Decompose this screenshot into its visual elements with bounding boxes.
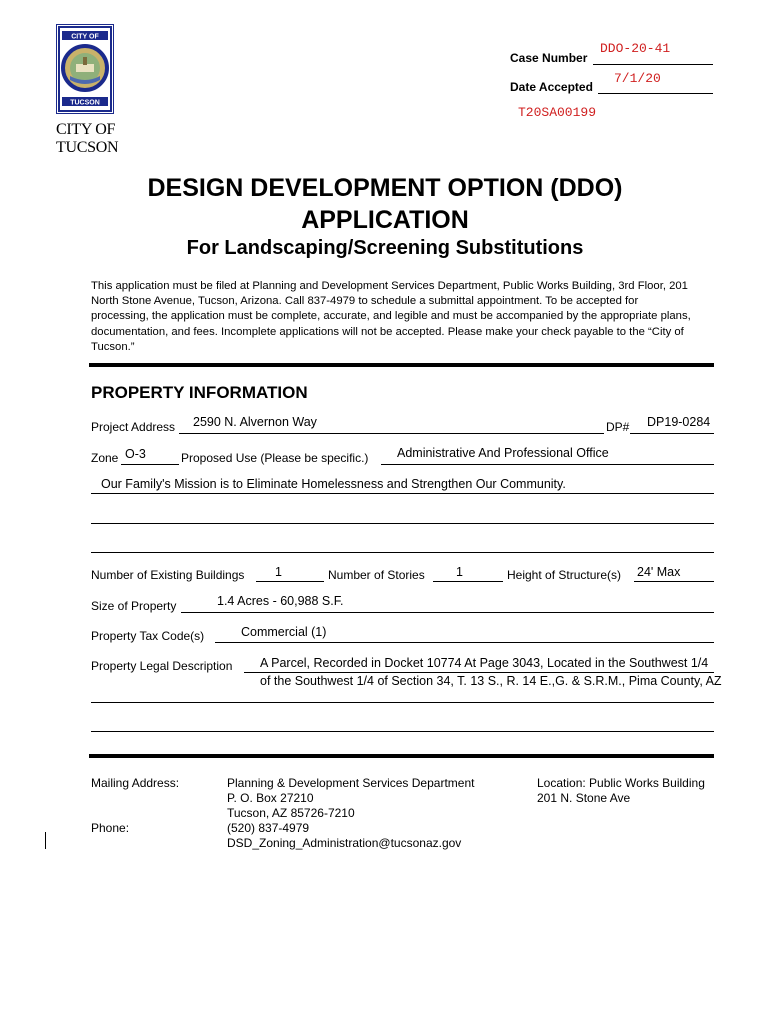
legal-description-label: Property Legal Description <box>91 659 233 673</box>
phone-label: Phone: <box>91 821 130 835</box>
legal-description-line <box>244 672 714 673</box>
case-number-label: Case Number <box>510 51 588 65</box>
size-label: Size of Property <box>91 599 177 613</box>
tax-code-line <box>215 642 714 643</box>
proposed-use-line <box>381 464 714 465</box>
date-accepted-line <box>598 93 713 94</box>
existing-buildings-line <box>256 581 324 582</box>
city-zip: Tucson, AZ 85726-7210 <box>227 806 355 820</box>
intro-paragraph: This application must be filed at Planning and Development Services Department, Public Works Building, 3rd Floor, 201 North Stone Avenue, Tucson, Arizona. Call 837-4979 to schedule a submittal appointment. To be accepted for processing, the application must be complete, accurate, and legible and must be accompanied by the appropriate plans, documentation, and fees. Incomplete applications will not be accepted. Please make your check payable to the “City of Tucson.” <box>91 280 691 353</box>
location-street: 201 N. Stone Ave <box>537 791 631 805</box>
proposed-use-label: Proposed Use (Please be specific.) <box>181 451 369 465</box>
form-subtitle: For Landscaping/Screening Substitutions <box>186 237 584 259</box>
stories-label: Number of Stories <box>328 568 425 582</box>
city-name-line2: TUCSON <box>56 139 119 156</box>
section-heading: PROPERTY INFORMATION <box>91 383 308 402</box>
size-line <box>181 612 714 613</box>
phone-number: (520) 837-4979 <box>227 821 310 835</box>
location-block <box>537 776 705 806</box>
dp-label: DP# <box>606 420 630 434</box>
project-address-label: Project Address <box>91 420 176 434</box>
city-name <box>56 121 118 157</box>
mailing-address-label: Mailing Address: <box>91 776 180 790</box>
form-title-line1: DESIGN DEVELOPMENT OPTION (DDO) <box>147 174 623 202</box>
form-title-line2: APPLICATION <box>301 206 469 234</box>
tax-code-field[interactable]: Commercial (1) <box>241 625 327 639</box>
existing-buildings-field[interactable]: 1 <box>275 565 282 579</box>
email-address[interactable]: DSD_Zoning_Administration@tucsonaz.gov <box>227 836 462 850</box>
proposed-use-continued-field[interactable]: Our Family's Mission is to Eliminate Homelessness and Strengthen Our Community. <box>101 477 566 491</box>
margin-mark <box>45 832 46 849</box>
section-divider-bottom <box>89 754 714 758</box>
logo-text-top: CITY OF <box>71 33 99 41</box>
tax-code-label: Property Tax Code(s) <box>91 629 205 643</box>
proposed-use-field[interactable]: Administrative And Professional Office <box>397 446 609 460</box>
zone-field[interactable]: O-3 <box>125 447 146 461</box>
zone-label: Zone <box>91 451 119 465</box>
logo-text-bottom: TUCSON <box>70 99 100 107</box>
city-name-line1: CITY OF <box>56 121 116 138</box>
dp-field[interactable]: DP19-0284 <box>647 415 711 429</box>
tracking-number: T20SA00199 <box>518 105 597 120</box>
blank-line-1[interactable] <box>91 523 714 524</box>
case-number-value[interactable]: DDO-20-41 <box>600 41 671 56</box>
city-seal-logo <box>56 24 114 114</box>
height-field[interactable]: 24' Max <box>637 565 681 579</box>
legal-blank-line-2[interactable] <box>91 731 714 732</box>
location-label: Location: Public Works Building <box>537 776 705 790</box>
legal-description-field-line2[interactable]: of the Southwest 1/4 of Section 34, T. 13 S., R. 14 E.,G. & S.R.M., Pima County, AZ <box>260 674 722 688</box>
existing-buildings-label: Number of Existing Buildings <box>91 568 245 582</box>
legal-blank-line-1[interactable] <box>91 702 714 703</box>
case-number-line <box>593 64 713 65</box>
dp-line <box>630 433 714 434</box>
blank-line-2[interactable] <box>91 552 714 553</box>
date-accepted-value[interactable]: 7/1/20 <box>614 71 661 86</box>
mailing-address-block <box>227 776 474 851</box>
project-address-line <box>179 433 604 434</box>
date-accepted-label: Date Accepted <box>510 80 593 94</box>
project-address-field[interactable]: 2590 N. Alvernon Way <box>193 415 317 429</box>
height-line <box>634 581 714 582</box>
dept-name: Planning & Development Services Department <box>227 776 475 790</box>
section-divider-top <box>89 363 714 367</box>
legal-description-field-line1[interactable]: A Parcel, Recorded in Docket 10774 At Page 3043, Located in the Southwest 1/4 <box>260 656 709 670</box>
size-field[interactable]: 1.4 Acres - 60,988 S.F. <box>217 594 344 608</box>
po-box: P. O. Box 27210 <box>227 791 314 805</box>
stories-line <box>433 581 503 582</box>
proposed-use-continued-line <box>91 493 714 494</box>
height-label: Height of Structure(s) <box>507 568 622 582</box>
zone-line <box>121 464 179 465</box>
stories-field[interactable]: 1 <box>456 565 463 579</box>
